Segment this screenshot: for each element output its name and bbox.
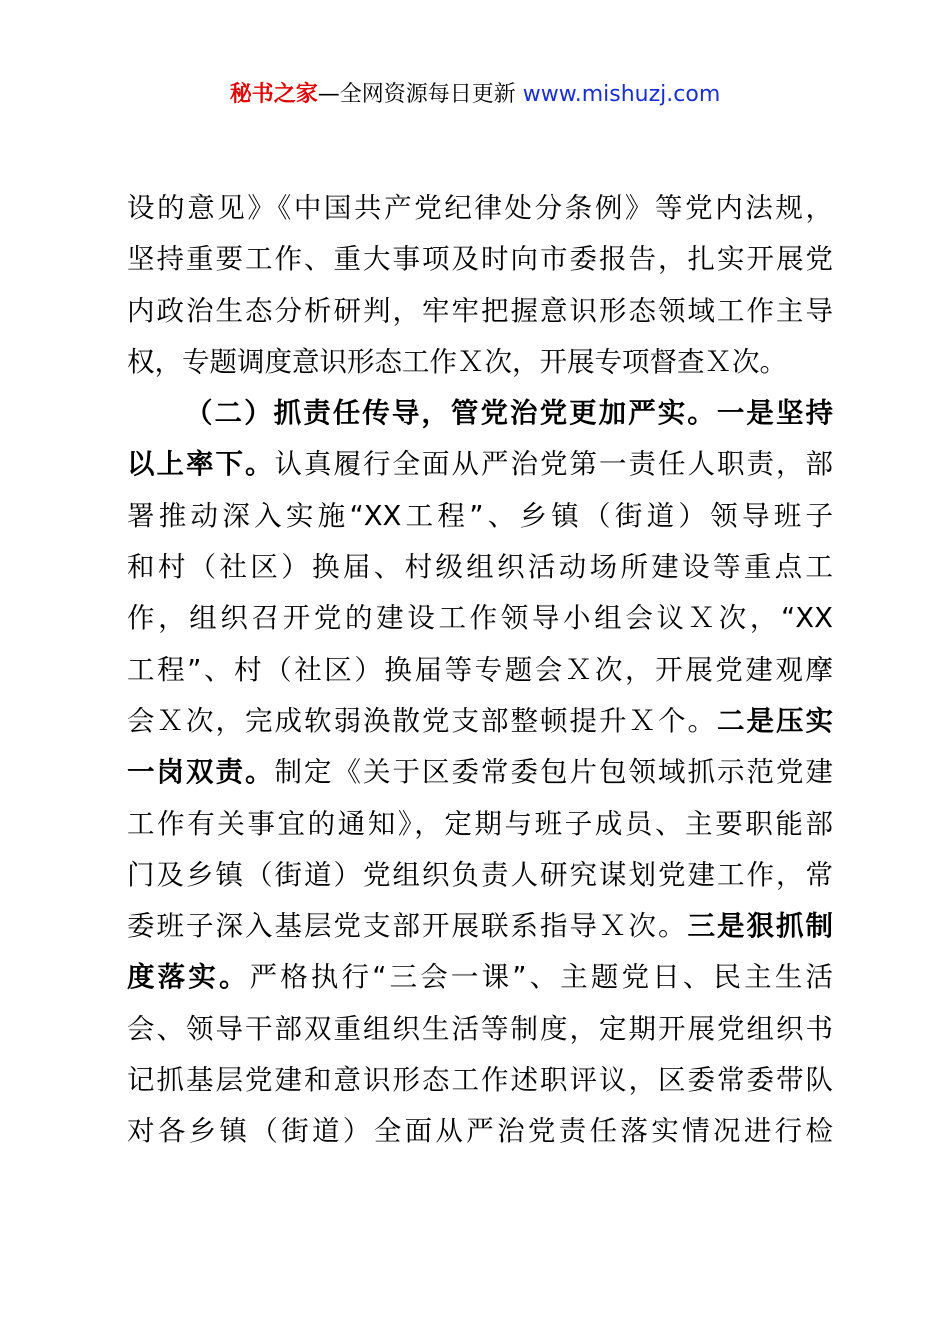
- text-line: [127, 183, 833, 234]
- text-line: [127, 491, 833, 542]
- text-line: [127, 952, 833, 1003]
- text-line: [127, 850, 833, 901]
- text-run: 会、领导干部双重组织生活等制度，定期开展党组织书: [127, 1012, 833, 1045]
- brand-tagline: —全网资源每日更新: [317, 82, 516, 107]
- section-heading-line: [127, 388, 833, 439]
- brand-name: 秘书之家: [229, 82, 318, 107]
- text-run: 内政治生态分析研判，牢牢把握意识形态领域工作主导: [127, 294, 833, 327]
- text-run: 会Ｘ次，完成软弱涣散党支部整顿提升Ｘ个。: [127, 704, 717, 737]
- bold-run: 一岗双责。: [127, 756, 275, 789]
- site-watermark-header: [0, 78, 950, 112]
- text-line: [127, 1004, 833, 1055]
- text-run: 和村（社区）换届、村级组织活动场所建设等重点工: [127, 551, 833, 584]
- text-run: 署推动深入实施“XX工程”、乡镇（街道）领导班子: [127, 499, 833, 532]
- bold-run: 二是压实: [717, 704, 833, 737]
- text-run: 认真履行全面从严治党第一责任人职责，部: [274, 448, 833, 481]
- document-body: [127, 183, 833, 1158]
- text-run: 对各乡镇（街道）全面从严治党责任落实情况进行检: [127, 1115, 833, 1148]
- text-line: [127, 747, 833, 798]
- text-line: [127, 286, 833, 337]
- text-run: 严格执行“三会一课”、主题党日、民主生活: [249, 961, 833, 994]
- text-run: 委班子深入基层党支部开展联系指导Ｘ次。: [127, 910, 688, 943]
- text-run: 作，组织召开党的建设工作领导小组会议Ｘ次，“XX: [127, 602, 833, 635]
- text-run: 工作有关事宜的通知》，定期与班子成员、主要职能部: [127, 807, 833, 840]
- text-run: 坚持重要工作、重大事项及时向市委报告，扎实开展党: [127, 243, 833, 276]
- text-run: 制定《关于区委常委包片包领域抓示范党建: [274, 756, 833, 789]
- text-run: 门及乡镇（街道）党组织负责人研究谋划党建工作，常: [127, 858, 833, 891]
- text-line: [127, 799, 833, 850]
- text-line: [127, 593, 833, 644]
- text-line: [127, 901, 833, 952]
- text-line: [127, 696, 833, 747]
- text-line: [127, 645, 833, 696]
- text-run: 设的意见》《中国共产党纪律处分条例》等党内法规，: [127, 192, 833, 224]
- text-run: 记抓基层党建和意识形态工作述职评议，区委常委带队: [127, 1064, 833, 1097]
- text-line: [127, 337, 833, 388]
- text-run: 工程”、村（社区）换届等专题会Ｘ次，开展党建观摩: [127, 653, 833, 686]
- site-url: www.mishuzj.com: [522, 82, 721, 107]
- text-run: 权，专题调度意识形态工作Ｘ次，开展专项督查Ｘ次。: [127, 345, 787, 378]
- bold-run: 三是狠抓制: [687, 910, 833, 943]
- text-line: [127, 439, 833, 490]
- text-line: [127, 542, 833, 593]
- text-line: [127, 234, 833, 285]
- bold-run: 度落实。: [127, 961, 250, 994]
- section-heading: （二）抓责任传导，管党治党更加严实。一是坚持: [185, 397, 833, 430]
- bold-run: 以上率下。: [127, 448, 275, 481]
- text-line: [127, 1106, 833, 1157]
- text-line: [127, 1055, 833, 1106]
